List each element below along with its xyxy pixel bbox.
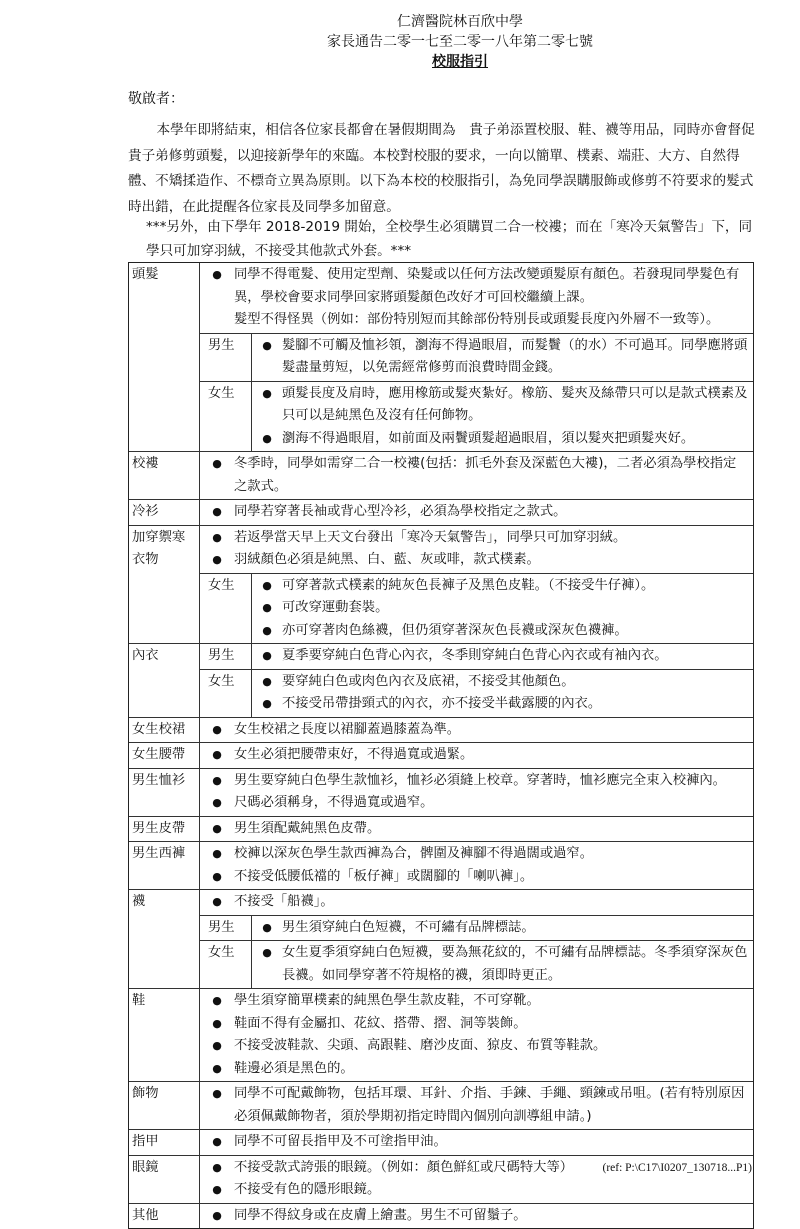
rule-category: 飾物 — [129, 1082, 200, 1129]
bullet-icon: ● — [262, 431, 272, 445]
rule-items — [200, 817, 753, 842]
rule-items — [200, 1082, 753, 1129]
rule-category: 襪 — [129, 890, 200, 988]
rule-item — [252, 597, 749, 620]
rule-text: 瀏海不得過眼眉，如前面及兩鬢頭髮超過眼眉，須以髮夾把頭髮夾好。 — [282, 430, 695, 446]
rule-row — [129, 768, 753, 816]
rule-text: 尺碼必須稱身，不得過寬或過窄。 — [234, 795, 434, 810]
general-rule-block — [200, 526, 753, 573]
rule-row — [129, 643, 753, 717]
rule-item — [200, 843, 749, 866]
rule-item — [252, 645, 749, 668]
rule-text: 冬季時，同學如需穿二合一校褸(包括：抓毛外套及深藍色大褸)，二者必須為學校指定之款式。 — [234, 456, 737, 494]
rule-items — [200, 718, 753, 743]
rule-row — [129, 717, 753, 743]
rule-item — [252, 693, 749, 716]
school-name: 仁濟醫院林百欣中學 — [397, 14, 523, 30]
rule-item — [200, 792, 749, 815]
rule-item — [200, 549, 749, 572]
rule-category: 鞋 — [129, 989, 200, 1081]
rule-items — [252, 382, 753, 452]
rule-item — [200, 309, 749, 332]
general-rule-block — [200, 817, 753, 842]
rule-items — [200, 263, 753, 333]
rule-item — [200, 1058, 749, 1081]
rule-item — [200, 527, 749, 550]
rule-items — [200, 500, 753, 525]
rule-text: 同學不可配戴飾物，包括耳環、耳針、介指、手鍊、手繩、頸鍊或吊咀。(若有特別原因必須佩戴飾物者，須於學期初指定時間內個別向訓導組申請。) — [234, 1086, 745, 1124]
rule-body — [200, 842, 753, 889]
rule-category: 指甲 — [129, 1130, 200, 1155]
rule-items — [200, 1130, 753, 1155]
rule-category: 眼鏡 — [129, 1156, 200, 1203]
rule-item — [200, 990, 749, 1013]
rule-item — [200, 1035, 749, 1058]
rule-row — [129, 742, 753, 768]
rule-items — [252, 644, 753, 669]
gender-label: 女生 — [200, 574, 252, 644]
rule-item — [200, 744, 749, 767]
rule-text: 夏季要穿純白色背心內衣，冬季則穿純白色背心內衣或有袖內衣。 — [282, 648, 668, 663]
general-rule-block — [200, 842, 753, 889]
rule-text: 不接受吊帶掛頸式的內衣，亦不接受半截露腰的內衣。 — [282, 696, 602, 711]
bullet-icon: ● — [262, 386, 272, 400]
gender-rule-block — [200, 644, 753, 669]
rule-category: 加穿禦寒衣物 — [129, 526, 200, 644]
rule-body — [200, 989, 753, 1081]
rule-text: 女生夏季須穿純白色短襪，要為無花紋的，不可繡有品牌標誌。冬季須穿深灰色長襪。如同學穿著不符規格的襪，須即時更正。 — [282, 945, 748, 983]
bullet-icon: ● — [212, 1160, 222, 1174]
bullet-icon: ● — [212, 1039, 222, 1052]
bullet-icon: ● — [262, 697, 272, 710]
rule-text: 鞋面不得有金屬扣、花紋、搭帶、摺、洞等裝飾。 — [234, 1015, 527, 1031]
rule-category: 男生恤衫 — [129, 769, 200, 816]
salutation: 敬啟者： — [128, 91, 184, 107]
bullet-icon: ● — [212, 821, 222, 835]
bullet-icon: ● — [262, 578, 272, 592]
bullet-icon: ● — [262, 674, 272, 688]
bullet-icon: ● — [212, 553, 222, 566]
rule-item — [200, 453, 749, 498]
rule-row — [129, 451, 753, 499]
rule-items — [200, 842, 753, 889]
rule-text: 可穿著款式樸素的純灰色長褲子及黑色皮鞋。（不接受牛仔褲）。 — [282, 577, 655, 593]
gender-label: 女生 — [200, 941, 252, 988]
general-rule-block — [200, 890, 753, 915]
rule-text: 羽絨顏色必須是純黑、白、藍、灰或啡，款式樸素。 — [234, 552, 540, 567]
bullet-icon: ● — [262, 623, 272, 637]
intro-paragraph: 本學年即將結束，相信各位家長都會在暑假期間為 貴子弟添置校服、鞋、襪等用品，同時亦會督促 貴子弟修剪頭髮，以迎接新學年的來臨。本校對校服的要求，一向以簡單、樸素、端莊、大方、自然得體、不矯揉造作、不標奇立異為原則。以下為本校的校服指引，為免同學誤購服飾或修剪不符要求的髮式時出錯，在此提醒各位家長及同學多加留意。 — [128, 122, 769, 215]
rule-text: 髮腳不可觸及恤衫領，瀏海不得過眼眉，而髮鬢（的水）不可過耳。同學應將頭髮盡量剪短，以免需經常修剪而浪費時間金錢。 — [282, 337, 748, 375]
rule-text: 同學不得電髮、使用定型劑、染髮或以任何方法改變頭髮原有顏色。若發現同學髮色有異，學校會要求同學回家將頭髮顏色改好才可回校繼續上課。 — [234, 267, 740, 305]
rule-items — [200, 769, 753, 816]
rule-item — [252, 335, 749, 380]
rule-text: 男生須穿純白色短襪，不可繡有品牌標誌。 — [282, 919, 535, 935]
rule-item — [200, 1083, 749, 1128]
general-rule-block — [200, 718, 753, 743]
rule-items — [200, 452, 753, 499]
rule-text: 同學若穿著長袖或背心型冷衫，必須為學校指定之款式。 — [234, 504, 567, 519]
rule-items — [200, 526, 753, 573]
rule-items — [200, 1204, 753, 1229]
bullet-icon: ● — [212, 1061, 222, 1075]
gender-label: 男生 — [200, 644, 252, 669]
rule-item — [252, 428, 749, 451]
bullet-icon: ● — [212, 1183, 222, 1196]
gender-label: 女生 — [200, 670, 252, 717]
rule-body — [200, 817, 753, 842]
gender-rule-block — [200, 915, 753, 941]
bullet-icon: ● — [212, 1135, 222, 1148]
rule-text: 男生要穿純白色學生款恤衫，恤衫必須縫上校章。穿著時，恤衫應完全束入校褲內。 — [234, 772, 726, 788]
rule-text: 女生校裙之長度以裙腳蓋過膝蓋為準。 — [234, 721, 461, 737]
rule-item — [200, 719, 749, 742]
general-rule-block — [200, 1130, 753, 1155]
rule-item — [200, 1179, 749, 1202]
rule-item — [252, 383, 749, 428]
rule-row — [129, 889, 753, 988]
rule-row — [129, 816, 753, 842]
bullet-icon: ● — [212, 869, 222, 883]
bullet-icon: ● — [212, 895, 222, 908]
rule-body — [200, 718, 753, 743]
rule-item — [200, 770, 749, 793]
bullet-icon: ● — [212, 1208, 222, 1222]
bullet-icon: ● — [262, 920, 272, 934]
rule-item — [200, 1013, 749, 1036]
rule-row — [129, 988, 753, 1081]
rule-category: 頭髮 — [129, 263, 200, 451]
rule-row — [129, 841, 753, 889]
rule-text: 校褲以深灰色學生款西褲為合，髀圍及褲腳不得過闊或過窄。 — [234, 846, 594, 861]
gender-label: 男生 — [200, 334, 252, 381]
rule-category: 其他 — [129, 1204, 200, 1229]
rule-text: 可改穿運動套裝。 — [282, 600, 389, 615]
rule-body — [200, 1082, 753, 1129]
general-rule-block — [200, 769, 753, 816]
rule-item — [252, 620, 749, 643]
rule-item — [252, 575, 749, 598]
bullet-icon: ● — [262, 946, 272, 959]
bullet-icon — [200, 309, 234, 332]
general-rule-block — [200, 263, 753, 333]
rule-items — [252, 670, 753, 717]
rule-body — [200, 743, 753, 768]
gender-rule-block — [200, 381, 753, 452]
rule-text: 鞋邊必須是黑色的。 — [234, 1060, 354, 1076]
rule-text: 學生須穿簡單樸素的純黑色學生款皮鞋，不可穿靴。 — [234, 993, 540, 1008]
rule-text: 不接受低腰低襠的「板仔褲」或闊腳的「喇叭褲」。 — [234, 868, 534, 884]
document-title: 校服指引 — [432, 54, 488, 70]
bullet-icon: ● — [262, 338, 272, 352]
bullet-icon: ● — [212, 994, 222, 1007]
rule-items — [200, 743, 753, 768]
bullet-icon: ● — [212, 1016, 222, 1030]
rule-text: 不接受「船襪」。 — [234, 894, 334, 909]
rule-text: 女生必須把腰帶束好，不得過寬或過緊。 — [234, 747, 474, 762]
gender-label: 女生 — [200, 382, 252, 452]
general-rule-block — [200, 743, 753, 768]
gender-rule-block — [200, 940, 753, 988]
bullet-icon: ● — [212, 847, 222, 860]
bullet-icon: ● — [212, 773, 222, 787]
general-rule-block — [200, 989, 753, 1081]
bullet-icon: ● — [212, 268, 222, 281]
rule-category: 男生西褲 — [129, 842, 200, 889]
rule-body — [200, 644, 753, 717]
gender-label: 男生 — [200, 916, 252, 941]
rule-items — [252, 916, 753, 941]
rule-body — [200, 1130, 753, 1155]
rule-row — [129, 263, 753, 451]
rule-items — [200, 989, 753, 1081]
rule-text: 不接受波鞋款、尖頭、高跟鞋、磨沙皮面、猄皮、布質等鞋款。 — [234, 1038, 607, 1053]
rule-text: 頭髮長度及肩時，應用橡筋或髮夾紮好。橡筋、髮夾及絲帶只可以是款式樸素及只可以是純黑色及沒有任何飾物。 — [282, 385, 748, 423]
gender-rule-block — [200, 573, 753, 644]
rule-row — [129, 525, 753, 644]
rule-category: 冷衫 — [129, 500, 200, 525]
rule-item — [252, 671, 749, 694]
rule-item — [200, 891, 749, 914]
rule-text: 髮型不得怪異（例如：部份特別短而其餘部份特別長或頭髮長度內外層不一致等）。 — [234, 312, 720, 327]
rule-text: 男生須配戴純黑色皮帶。 — [234, 820, 381, 836]
special-note: ***另外，由下學年 2018-2019 開始，全校學生必須購買二合一校褸；而在「寒冷天氣警告」下，同學只可加穿羽絨，不接受其他款式外套。*** — [146, 219, 753, 259]
bullet-icon: ● — [262, 649, 272, 662]
rule-items — [200, 890, 753, 915]
bullet-icon: ● — [212, 530, 222, 544]
rule-text: 要穿純白色或肉色內衣及底裙，不接受其他顏色。 — [282, 673, 575, 689]
general-rule-block — [200, 452, 753, 499]
rule-body — [200, 890, 753, 988]
rule-item — [200, 1131, 749, 1154]
rule-category: 校褸 — [129, 452, 200, 499]
rule-text: 不接受款式誇張的眼鏡。（例如：顏色鮮紅或尺碼特大等） — [234, 1159, 574, 1175]
bullet-icon: ● — [212, 1087, 222, 1100]
rule-body — [200, 263, 753, 451]
rule-row — [129, 1203, 753, 1229]
rule-category: 女生腰帶 — [129, 743, 200, 768]
footer-reference: (ref: P:\C17\I0207_130718...P1) — [602, 1162, 752, 1174]
rule-row — [129, 1081, 753, 1129]
bullet-icon: ● — [212, 457, 222, 470]
rule-row — [129, 499, 753, 525]
bullet-icon: ● — [212, 748, 222, 761]
general-rule-block — [200, 500, 753, 525]
rule-body — [200, 526, 753, 644]
notice-number: 家長通告二零一七至二零一八年第二零七號 — [327, 34, 593, 50]
rule-row — [129, 1129, 753, 1155]
rule-body — [200, 500, 753, 525]
rule-text: 同學不得紋身或在皮膚上繪畫。男生不可留鬚子。 — [234, 1207, 527, 1223]
rule-item — [200, 818, 749, 841]
rule-text: 若返學當天早上天文台發出「寒冷天氣警告」，同學只可加穿羽絨。 — [234, 529, 627, 545]
rule-body — [200, 452, 753, 499]
rule-category: 女生校裙 — [129, 718, 200, 743]
gender-rule-block — [200, 669, 753, 717]
rule-body — [200, 769, 753, 816]
bullet-icon: ● — [212, 505, 222, 518]
bullet-icon: ● — [262, 601, 272, 614]
rule-items — [252, 334, 753, 381]
rule-items — [252, 574, 753, 644]
rule-body — [200, 1204, 753, 1229]
rule-item — [200, 1205, 749, 1228]
rule-category: 男生皮帶 — [129, 817, 200, 842]
rule-text: 不接受有色的隱形眼鏡。 — [234, 1182, 381, 1197]
gender-rule-block — [200, 333, 753, 381]
rule-item — [200, 501, 749, 524]
rule-category: 內衣 — [129, 644, 200, 717]
rule-item — [252, 917, 749, 940]
rule-text: 同學不可留長指甲及不可塗指甲油。 — [234, 1134, 447, 1149]
bullet-icon: ● — [212, 722, 222, 736]
rule-item — [200, 866, 749, 889]
rule-item — [200, 264, 749, 309]
rule-items — [252, 941, 753, 988]
uniform-rules-table — [128, 262, 754, 1229]
bullet-icon: ● — [212, 796, 222, 809]
rule-text: 亦可穿著肉色絲襪，但仍須穿著深灰色長襪或深灰色襪褲。 — [282, 622, 628, 638]
rule-item — [252, 942, 749, 987]
general-rule-block — [200, 1204, 753, 1229]
general-rule-block — [200, 1082, 753, 1129]
